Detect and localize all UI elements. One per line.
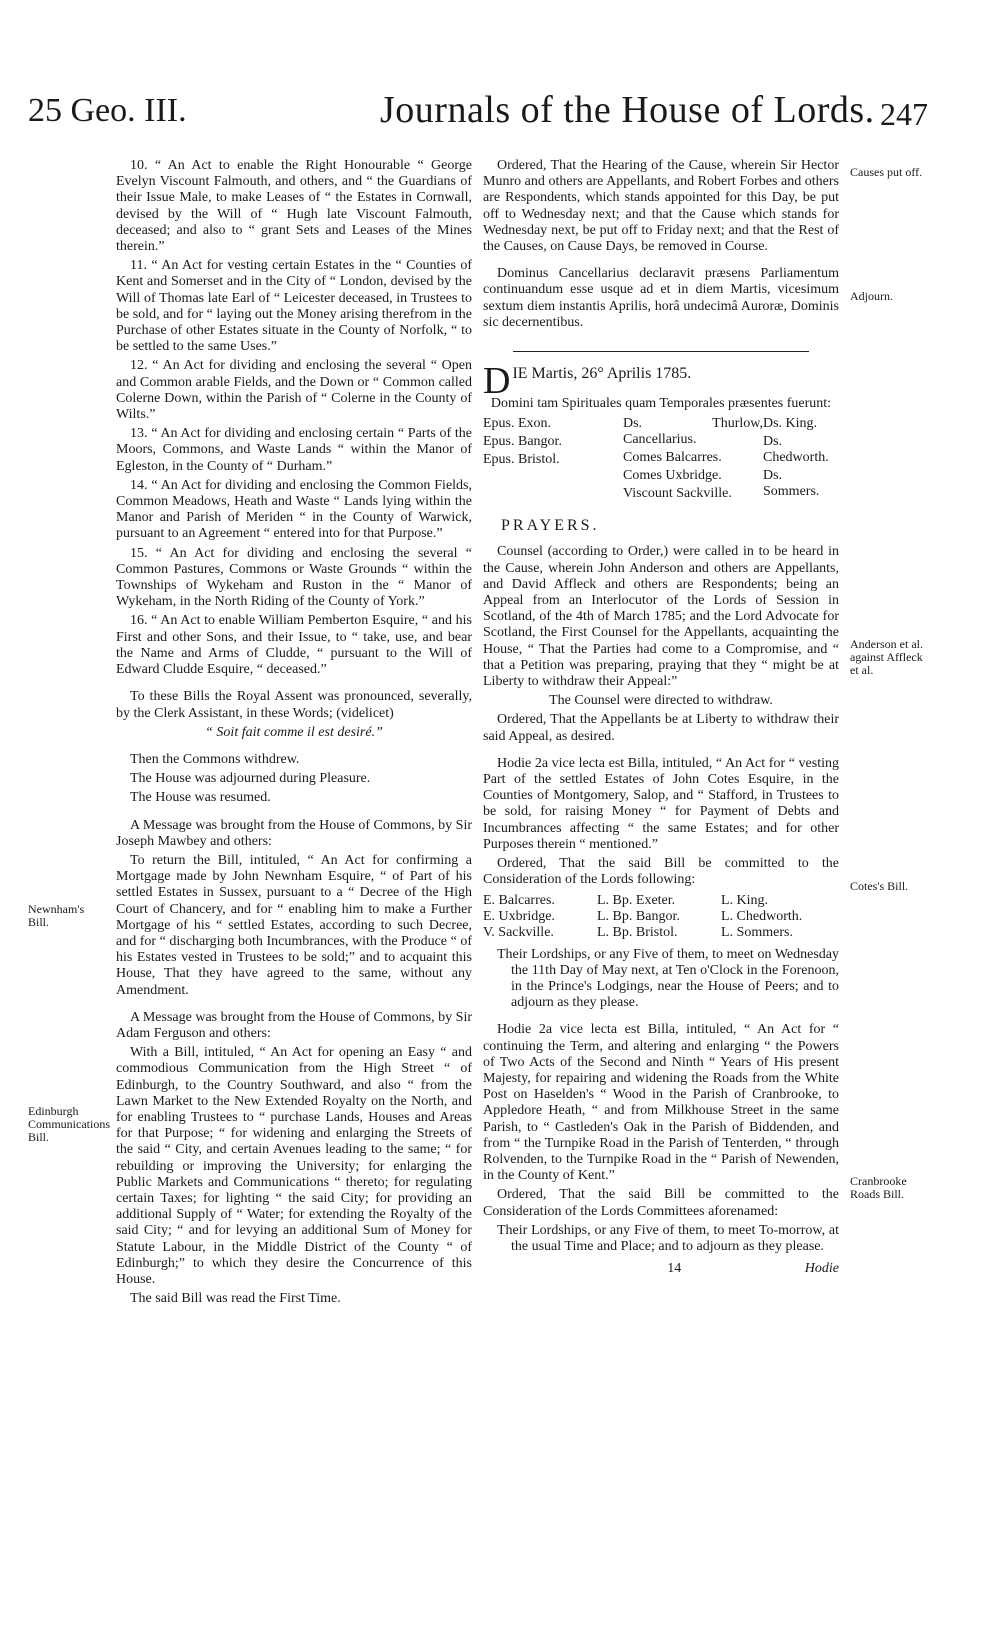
house-adjourned: The House was adjourned during Pleasure. [130, 771, 371, 787]
present-name: Epus. Bristol. [483, 452, 560, 468]
committee-name: V. Sackville. [483, 924, 554, 940]
margin-note-cotes: Cotes's Bill. [850, 879, 909, 893]
present-name: Ds. Chedworth. [763, 434, 829, 466]
cotes-meeting: Their Lordships, or any Five of them, to meet on Wednesday the 11th Day of May next, at Ten o'Clock in the Forenoon, in the Prince's Lodgings, near the House of Peers; and to adjourn as they please. [497, 946, 839, 1011]
counsel-withdraw: The Counsel were directed to withdraw. [549, 693, 773, 709]
newnham-message: A Message was brought from the House of Commons, by Sir Joseph Mawbey and others: [116, 817, 472, 849]
appellants-ordered: Ordered, That the Appellants be at Liberty to withdraw their said Appeal, as desired. [483, 712, 839, 744]
present-name: Ds. Thurlow, Cancellarius. [623, 416, 763, 448]
margin-note-newnham: Newnham's Bill. [28, 902, 85, 929]
committee-name: L. King. [721, 892, 769, 908]
act-16: 16. “ An Act to enable William Pemberton Esquire, “ and his First and other Sons, and their Issue, to “ take, use, and bear the Name and Arms of Cludde, “ pursuant to the Will of Edward Cludde Esquire, “ deceased.” [116, 613, 472, 678]
signature-mark: 14 [667, 1261, 682, 1277]
section-divider [513, 351, 809, 352]
edinburgh-bill-text: With a Bill, intituled, “ An Act for opening an Easy “ and commodious Communication from the High Street “ of Edinburgh, to the Country Southward, and also “ from the Lawn Market to the New Extended Royalty on the North, and for enabling Trustees to “ purchase Lands, Houses and Areas for that Purpose; “ for widening and enlarging the Streets of the said “ City, and certain Avenues leading to the same; “ for rebuilding or improving the University; for enlarging the Public Markets and Communications “ thereto; for regulating certain Taxes; for lighting “ the said City; for providing an additional Supply of “ Water; for extending the Royalty of the said City; “ and for levying an additional Sum of Money for Statute Labour, in the Middle District of the County “ of Edinburgh;” to which they desire the Concurrence of this House. [116, 1045, 472, 1287]
act-15: 15. “ An Act for dividing and enclosing the several “ Common Pastures, Commons or Waste Grounds “ within the Townships of Wykeham and Ruston in the “ Manor of Wykeham, in the North Riding of the County of York.” [116, 545, 472, 610]
present-name: Comes Uxbridge. [623, 468, 722, 484]
first-reading: The said Bill was read the First Time. [130, 1291, 341, 1307]
adjourn-text: Dominus Cancellarius declaravit præsens Parliamentum continuandum esse usque ad et in diem Martis, vicesimum sextum diem instantis Aprilis, horâ undecimâ Auroræ, Dominis sic decernentibus. [483, 266, 839, 330]
committee-name: L. Sommers. [721, 924, 793, 940]
present-name: Epus. Exon. [483, 416, 552, 432]
present-name: Viscount Sackville. [623, 486, 732, 502]
present-name: Ds. King. [763, 416, 818, 432]
cranbrooke-meeting: Their Lordships, or any Five of them, to meet To-morrow, at the usual Time and Place; and to adjourn as they please. [497, 1222, 839, 1254]
regnal-year: 25 Geo. III. [28, 92, 187, 129]
anderson-cause-text: Counsel (according to Order,) were called in to be heard in the Cause, wherein John Anderson and others are Appellants, and David Affleck and others are Respondents; being an Appeal from an Interlocutor of the Lords of Session in Scotland, of the 4th of March 1785; and the Lord Advocate for Scotland, the First Counsel for the Appellants, acquainting the House, “ That the Parties had come to a Compromise, and “ that a Petition was preparing, praying that they “ might be at Liberty to withdraw their Appeal:” [483, 544, 839, 690]
cranbrooke-ordered: Ordered, That the said Bill be committed to the Consideration of the Lords Committees aforenamed: [483, 1187, 839, 1219]
right-column [483, 158, 839, 1277]
lords-present [483, 416, 839, 506]
assent-words: “ Soit fait comme il est desiré.” [205, 724, 383, 740]
cranbrooke-bill-text: Hodie 2a vice lecta est Billa, intituled, “ An Act for “ continuing the Term, and altering and enlarging “ the Powers of Two Acts of the Second and Ninth “ Years of His present Majesty, for repairing and widening the Roads from the White Post on Haselden's “ Wood in the Parish of Cranbrooke, to Appledore Heath, “ and from Milkhouse Street in the same Parish, to “ Castleden's Oak in the Parish of Biddenden, and from “ the Turnpike Road in the Parish of Tenterden, “ through Rolvenden, to the Turnpike Road in the “ Parish of Newenden, in the County of Kent.” [483, 1022, 839, 1184]
present-col-bishops [483, 416, 623, 504]
committee-col-2 [597, 893, 721, 941]
act-12: 12. “ An Act for dividing and enclosing the several “ Open and Common arable Fields, and the Down or “ Common called Colerne Down, within the Parish of “ Colerne in the County of Wilts.” [116, 358, 472, 423]
journal-title: Journals of the House of Lords. [380, 89, 875, 131]
margin-note-adjourn: Adjourn. [850, 289, 893, 303]
committee-name: L. Chedworth. [721, 908, 803, 924]
newnham-bill-text: To return the Bill, intituled, “ An Act for confirming a Mortgage made by John Newnham Esquire, “ of Part of his settled Estates in Sussex, pursuant to a “ Decree of the High Court of Chancery, and for “ enabling him to make a Further Mortgage of his “ settled Estates, according to such Decree, and for “ discharging both Incumbrances, with the Produce “ of his Estates vested in Trustees to be sold;” and to acquaint this House, That they have agreed to the same, without any Amendment. [116, 852, 472, 998]
edinburgh-message: A Message was brought from the House of Commons, by Sir Adam Ferguson and others: [116, 1009, 472, 1041]
margin-note-edinburgh: Edinburgh Communications Bill. [28, 1104, 110, 1144]
act-11: 11. “ An Act for vesting certain Estates in the “ Counties of Kent and Somerset and in the City of “ London, devised by the Will of Thomas late Earl of “ Leicester deceased, in Trustees to be sold, and for “ laying out the Money arising therefrom in the Purchase of other Estates situate in the County of Norfolk, “ to be settled to the same Uses.” [116, 258, 472, 355]
present-name: Comes Balcarres. [623, 450, 722, 466]
house-resumed: The House was resumed. [130, 790, 271, 806]
committee-name: E. Uxbridge. [483, 908, 555, 924]
present-name: Epus. Bangor. [483, 434, 562, 450]
page-header [0, 88, 992, 148]
royal-assent: To these Bills the Royal Assent was pronounced, severally, by the Clerk Assistant, in these Words; (videlicet) [116, 689, 472, 721]
catchword: Hodie [804, 1261, 839, 1277]
left-column [116, 158, 472, 1310]
sitting-date: DIE Martis, 26° Aprilis 1785. [483, 360, 692, 403]
drop-cap: D [483, 360, 511, 403]
margin-note-anderson: Anderson et al. against Affleck et al. [850, 637, 923, 677]
present-col-barons [763, 416, 839, 504]
committee-col-3 [721, 893, 839, 941]
committee-name: L. Bp. Exeter. [597, 892, 676, 908]
committee-name: L. Bp. Bangor. [597, 908, 680, 924]
committee-lords [483, 893, 839, 941]
page-footer [483, 1261, 839, 1277]
prayers-heading: PRAYERS. [501, 517, 600, 535]
act-14: 14. “ An Act for dividing and enclosing the Common Fields, Common Meadows, Heath and Waste “ Lands lying within the Manor and Parish of Meriden “ in the County of Warwick, pursuant to an Agreement “ entered into for that Purpose.” [116, 477, 472, 542]
cotes-ordered: Ordered, That the said Bill be committed to the Consideration of the Lords following: [483, 856, 839, 888]
commons-withdrew: Then the Commons withdrew. [130, 751, 300, 767]
act-10: 10. “ An Act to enable the Right Honourable “ George Evelyn Viscount Falmouth, and others, and “ the Guardians of their Issue Male, to make Leases of “ the Estates in Cornwall, devised by the Will of “ Hugh late Viscount Falmouth, deceased; and also to “ grant Sets and Leases of the Mines therein.” [116, 158, 472, 255]
causes-put-off-text: Ordered, That the Hearing of the Cause, wherein Sir Hector Munro and others are Appellants, and Robert Forbes and others are Respondents, which stands appointed for this Day, be put off to Wednesday next; and that the Cause which stands for Wednesday next, be put off to Friday next; and that the Rest of the Causes, on Cause Days, be removed in Course. [483, 158, 839, 255]
present-col-peers [623, 416, 763, 504]
present-heading: Domini tam Spirituales quam Temporales præsentes fuerunt: [490, 396, 832, 412]
committee-name: E. Balcarres. [483, 892, 555, 908]
margin-note-causes: Causes put off. [850, 165, 923, 179]
committee-name: L. Bp. Bristol. [597, 924, 678, 940]
margin-note-cranbrooke: Cranbrooke Roads Bill. [850, 1174, 907, 1201]
committee-col-1 [483, 893, 597, 941]
cotes-bill-text: Hodie 2a vice lecta est Billa, intituled, “ An Act for “ vesting Part of the settled Estates of John Cotes Esquire, in the Counties of Montgomery, Salop, and “ Stafford, in Trustees to be sold, for raising Money “ for Payment of Debts and Incumbrances affecting “ the same Estates; and for other Purposes therein “ mentioned.” [483, 755, 839, 852]
page-number: 247 [880, 96, 928, 132]
present-name: Ds. Sommers. [763, 468, 820, 500]
act-13: 13. “ An Act for dividing and enclosing certain “ Parts of the Moors, Commons, and Waste Lands “ within the Manor of Egleston, in the County of “ Durham.” [116, 426, 472, 474]
